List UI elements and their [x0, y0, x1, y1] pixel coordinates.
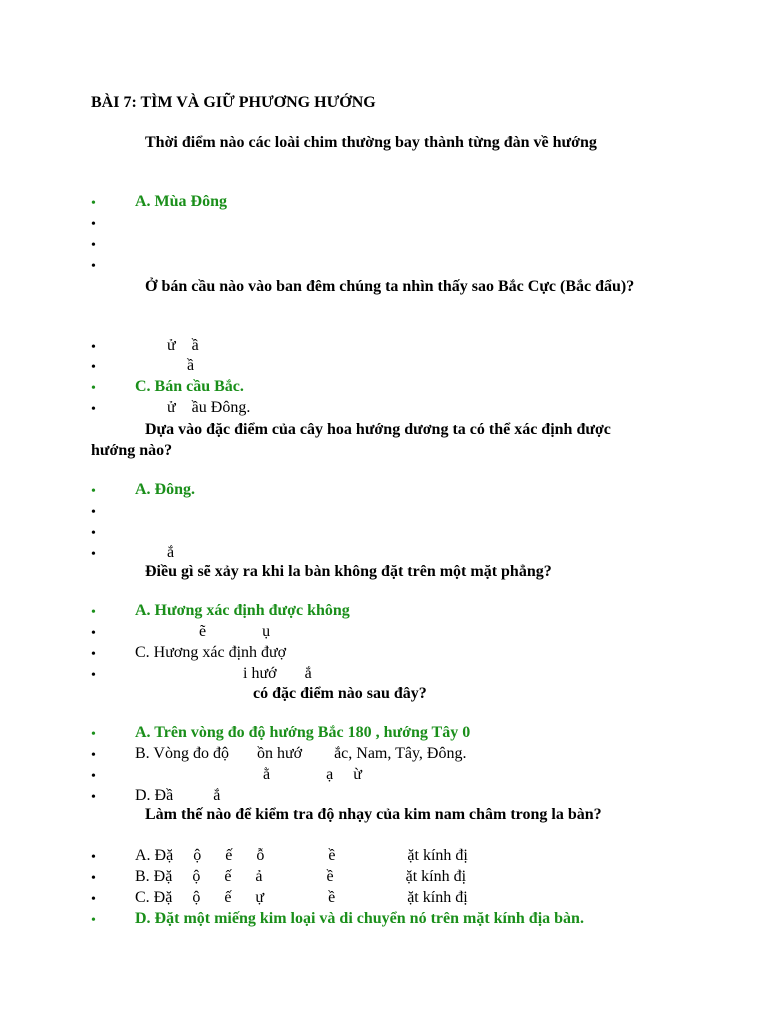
bullet: • — [91, 913, 96, 928]
bullet: • — [91, 727, 96, 742]
bullet: • — [91, 605, 96, 620]
option-2c: C. Bán cầu Bắc. — [135, 378, 244, 395]
option-4c: C. Hương xác định đượ — [135, 644, 287, 661]
page-title: BÀI 7: TÌM VÀ GIỮ PHƯƠNG HƯỚNG — [91, 94, 376, 111]
bullet: • — [91, 505, 96, 520]
bullet: • — [91, 259, 96, 274]
bullet: • — [91, 340, 96, 355]
option-2d: ử ầu Đông. — [135, 399, 251, 416]
option-6b: B. Đặ ộ ế ả ề ặt kính đị — [135, 868, 467, 885]
bullet: • — [91, 484, 96, 499]
bullet: • — [91, 196, 96, 211]
bullet: • — [91, 790, 96, 805]
option-6d: D. Đặt một miếng kim loại và di chuyển nó trên mặt kính địa bàn. — [135, 910, 584, 927]
option-1a: A. Mùa Đông — [135, 193, 228, 210]
option-5a: A. Trên vòng đo độ hướng Bắc 180 , hướng Tây 0 — [135, 724, 471, 741]
bullet: • — [91, 238, 96, 253]
bullet: • — [91, 402, 96, 417]
bullet: • — [91, 892, 96, 907]
bullet: • — [91, 526, 96, 541]
option-4b: ẽ ụ — [135, 623, 271, 640]
option-4d: i hướ ắ — [135, 665, 312, 682]
option-3d: ắ — [135, 544, 175, 561]
question-1-text: Thời điểm nào các loài chim thường bay thành từng đàn về hướng — [145, 134, 597, 151]
option-3a: A. Đông. — [135, 481, 196, 498]
question-2-text: Ở bán cầu nào vào ban đêm chúng ta nhìn thấy sao Bắc Cực (Bắc đẩu)? — [145, 278, 635, 295]
question-5-text: có đặc điểm nào sau đây? — [253, 685, 427, 702]
option-2b: ầ — [135, 357, 195, 374]
question-4-text: Điều gì sẽ xảy ra khi la bàn không đặt trên một mặt phẳng? — [145, 563, 552, 580]
option-5c: ằ ạ ừ — [135, 766, 362, 783]
bullet: • — [91, 626, 96, 641]
option-5d: D. Đầ ắ — [135, 787, 221, 804]
bullet: • — [91, 360, 96, 375]
question-3-text: Dựa vào đặc điểm của cây hoa hướng dương ta có thể xác định được hướng nào? — [91, 421, 611, 459]
bullet: • — [91, 381, 96, 396]
option-6c: C. Đặ ộ ế ự ề ặt kính đị — [135, 889, 468, 906]
bullet: • — [91, 871, 96, 886]
bullet: • — [91, 547, 96, 562]
bullet: • — [91, 668, 96, 683]
option-4a: A. Hương xác định được không — [135, 602, 350, 619]
bullet: • — [91, 748, 96, 763]
option-6a: A. Đặ ộ ế ỗ ề ặt kính đị — [135, 847, 468, 864]
option-5b: B. Vòng đo độ ồn hướ ắc, Nam, Tây, Đông. — [135, 745, 467, 762]
bullet: • — [91, 647, 96, 662]
bullet: • — [91, 850, 96, 865]
bullet: • — [91, 217, 96, 232]
option-2a: ử ầ — [135, 337, 199, 354]
bullet: • — [91, 769, 96, 784]
question-6-text: Làm thế nào để kiểm tra độ nhạy của kim nam châm trong la bàn? — [145, 806, 602, 823]
